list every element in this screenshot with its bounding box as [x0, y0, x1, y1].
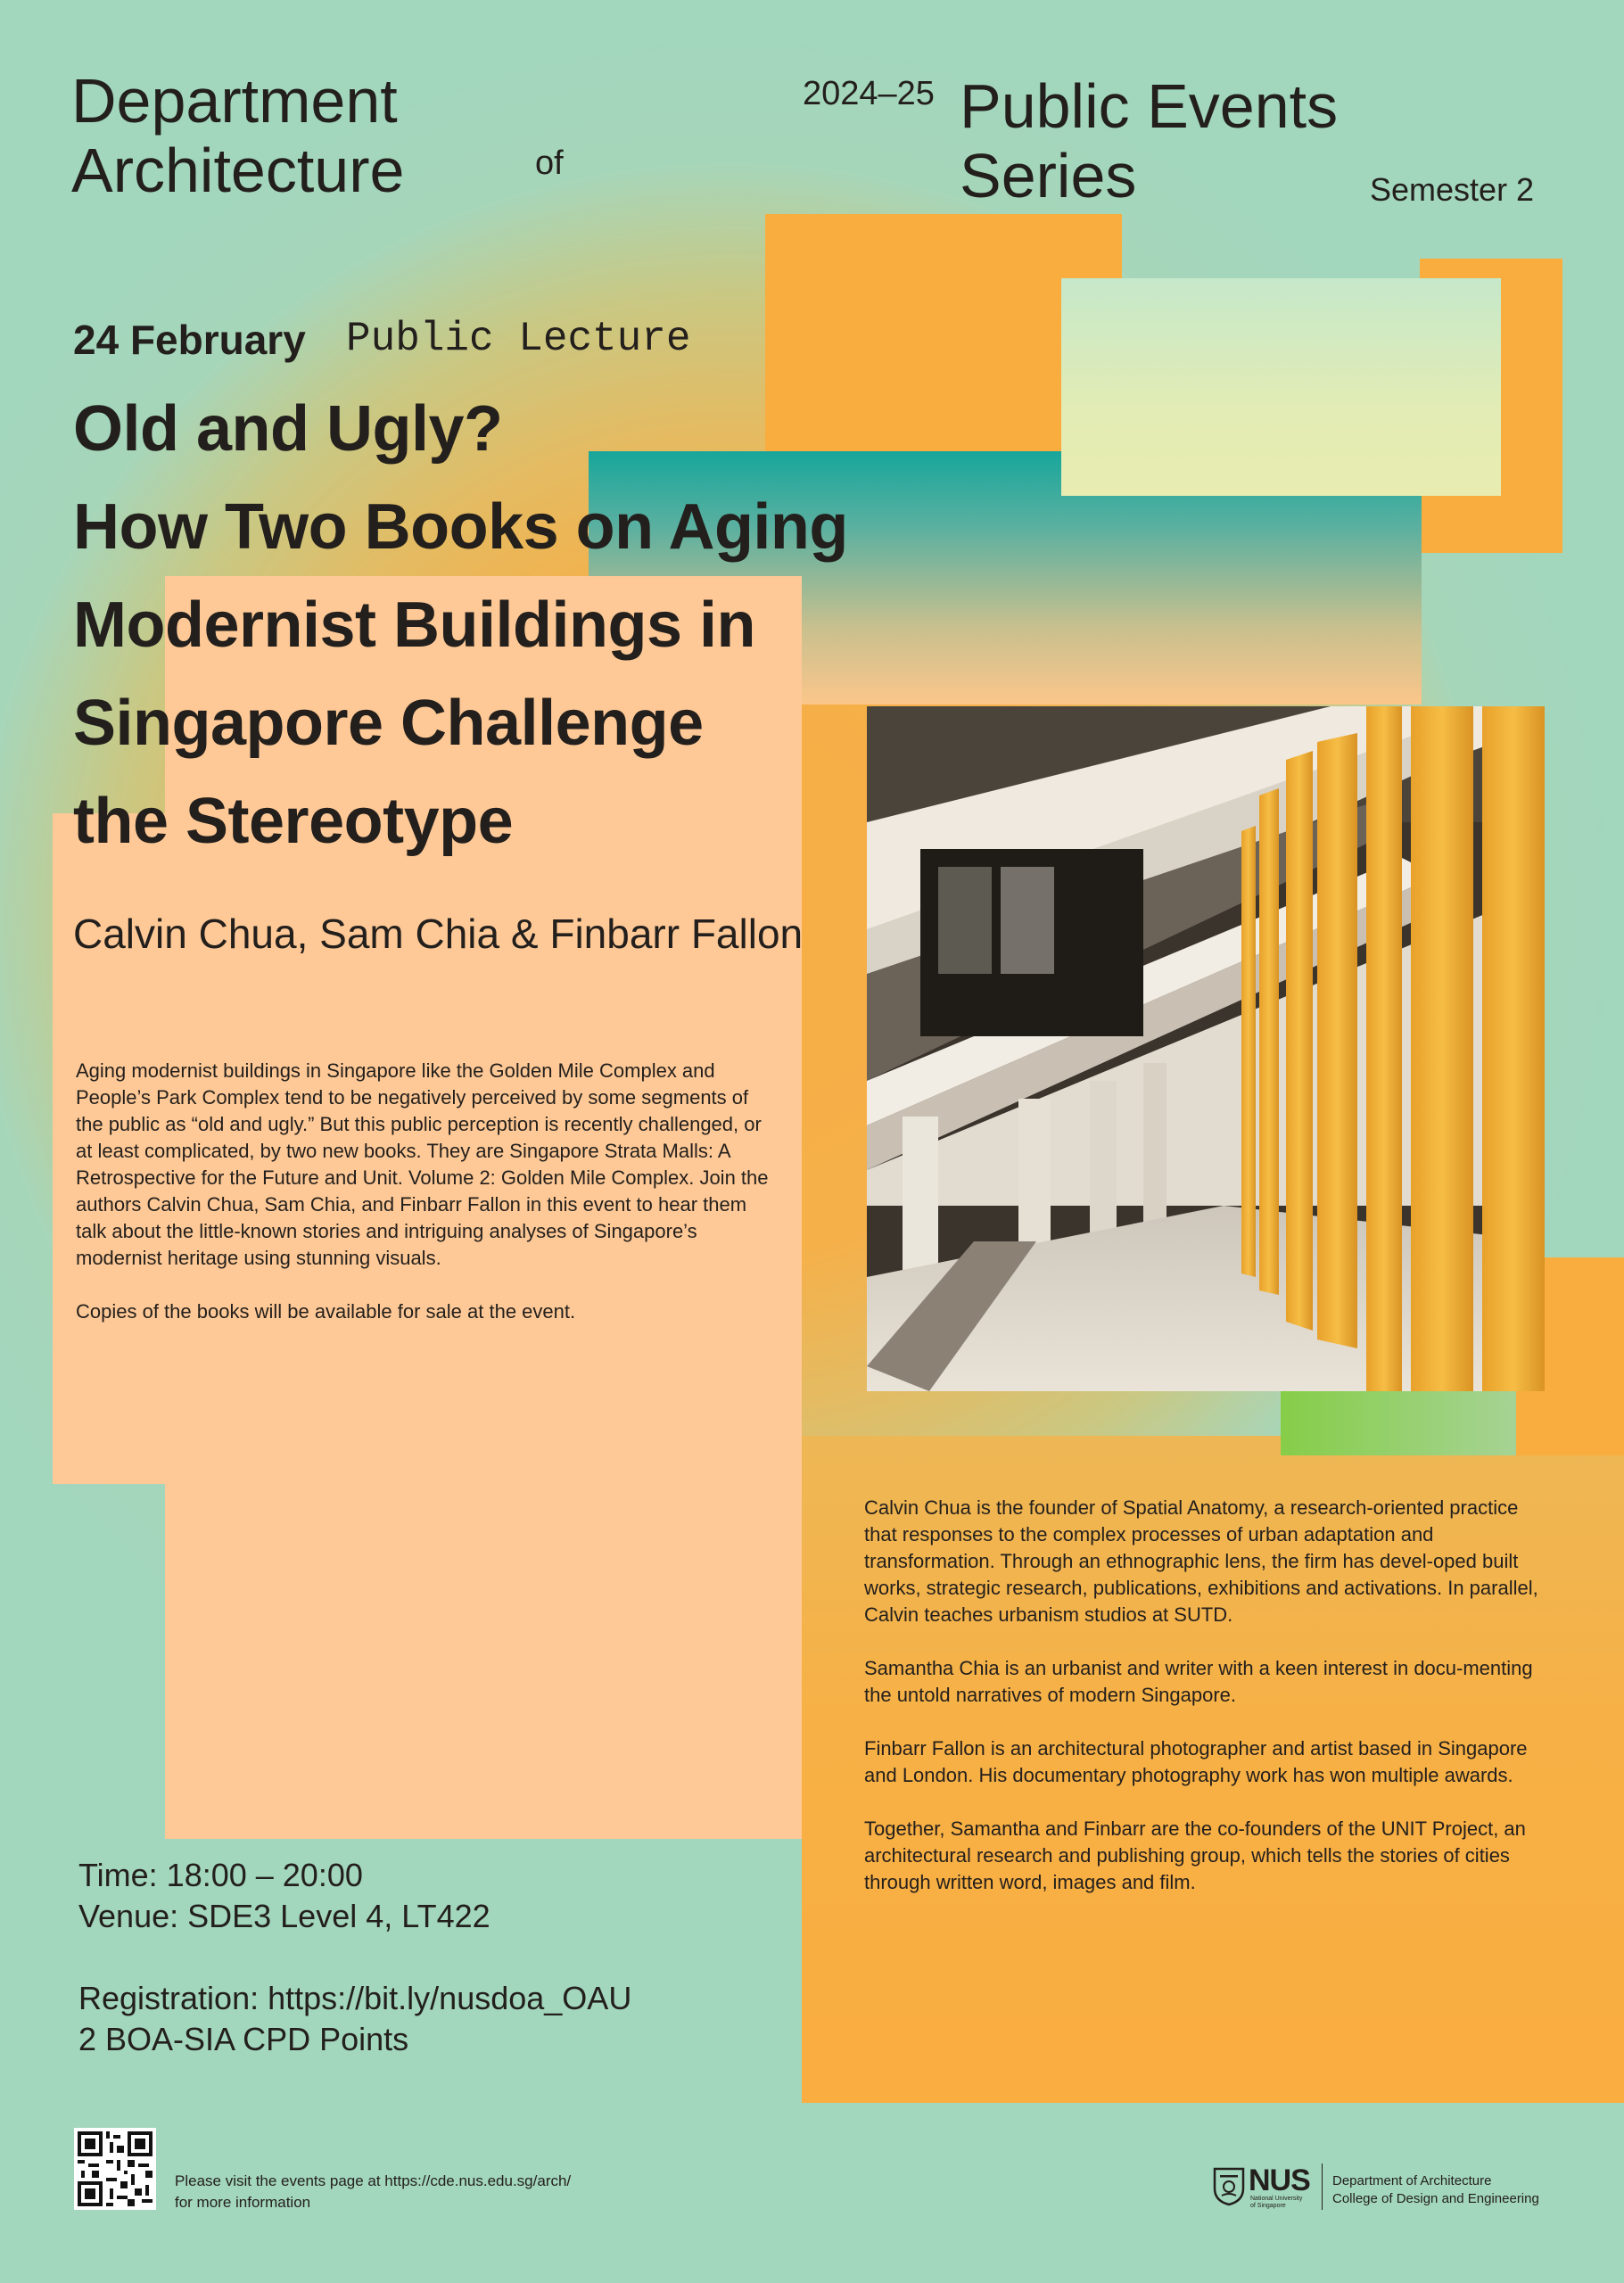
department-line-2: Architecture — [71, 136, 405, 205]
event-venue: Venue: SDE3 Level 4, LT422 — [78, 1898, 490, 1934]
event-title — [73, 380, 848, 870]
logo-department — [1332, 2172, 1539, 2208]
nus-full-name-line-2: of Singapore — [1250, 2203, 1286, 2209]
footer-note-line-2: for more information — [175, 2194, 311, 2211]
footer-note — [175, 2171, 571, 2213]
department-name — [71, 66, 564, 205]
nus-wordmark: NUS — [1249, 2163, 1310, 2197]
green-accent-block — [1281, 1391, 1516, 1455]
qr-code[interactable] — [74, 2128, 156, 2210]
nus-crest-icon — [1213, 2167, 1245, 2206]
logo-department-name: Department of Architecture — [1332, 2173, 1492, 2188]
logo-divider — [1322, 2163, 1323, 2210]
pale-green-block — [1061, 278, 1501, 496]
event-type: Public Lecture — [346, 316, 691, 362]
bio-paragraph: Calvin Chua is the founder of Spatial Anatomy, a research-oriented practice that responses to the complex processes of urban adaptation and transformation. Through an ethnographic lens, the firm has devel-oped built works, strategic research, publications, exhibitions and activations. In parallel, Calvin teaches urbanism studios at SUTD. — [864, 1496, 1538, 1626]
bio-paragraph: Together, Samantha and Finbarr are the co-founders of the UNIT Project, an architectural research and publishing group, which tells the stories of cities through written word, images and film. — [864, 1817, 1526, 1893]
event-info — [78, 1855, 631, 2060]
event-time: Time: 18:00 – 20:00 — [78, 1857, 363, 1893]
bio-paragraph: Finbarr Fallon is an architectural photographer and artist based in Singapore and London. His documentary photography work has won multiple awards. — [864, 1737, 1528, 1786]
description-paragraph: Copies of the books will be available for sale at the event. — [76, 1300, 576, 1323]
nus-full-name — [1250, 2196, 1302, 2210]
department-line-1: Department — [71, 66, 398, 136]
cpd-points: 2 BOA-SIA CPD Points — [78, 2021, 409, 2057]
building-photo — [867, 706, 1545, 1391]
event-description — [76, 1058, 771, 1352]
title-line-4: Singapore Challenge — [73, 688, 704, 759]
qr-code-icon — [74, 2128, 156, 2210]
title-line-5: the Stereotype — [73, 786, 514, 857]
bio-paragraph: Samantha Chia is an urbanist and writer with a keen interest in docu-menting the untold narratives of modern Singapore. — [864, 1657, 1533, 1706]
title-line-2: How Two Books on Aging — [73, 491, 848, 563]
footer-note-line-1[interactable]: Please visit the events page at https://cde.nus.edu.sg/arch/ — [175, 2172, 572, 2189]
semester-label: Semester 2 — [1370, 171, 1535, 208]
event-date: 24 February — [73, 317, 306, 363]
academic-year: 2024–25 — [803, 75, 935, 112]
modernist-building-illustration — [867, 706, 1545, 1391]
title-line-3: Modernist Buildings in — [73, 589, 755, 661]
series-line-2: Series — [960, 141, 1137, 210]
series-title — [960, 71, 1338, 210]
department-of: of — [535, 144, 564, 182]
logo-college-name: College of Design and Engineering — [1332, 2191, 1539, 2206]
description-paragraph: Aging modernist buildings in Singapore like the Golden Mile Complex and People’s Park Complex tend to be negatively perceived by some segments of the public as “old and ugly.” But this public perception is recently challenged, or at least complicated, by two new books. They are Singapore Strata Malls: A Retrospective for the Future and Unit. Volume 2: Golden Mile Complex. Join the authors Calvin Chua, Sam Chia, and Finbarr Fallon in this event to hear them talk about the little-known stories and intriguing analyses of Singapore’s modernist heritage using stunning visuals. — [76, 1059, 769, 1269]
speakers: Calvin Chua, Sam Chia & Finbarr Fallon — [73, 911, 804, 957]
nus-logo — [1213, 2160, 1552, 2222]
nus-full-name-line-1: National University — [1250, 2196, 1303, 2202]
title-line-1: Old and Ugly? — [73, 393, 503, 465]
speaker-bios — [864, 1495, 1542, 1923]
series-line-1: Public Events — [960, 71, 1339, 141]
registration-link[interactable]: Registration: https://bit.ly/nusdoa_OAU — [78, 1980, 632, 2016]
